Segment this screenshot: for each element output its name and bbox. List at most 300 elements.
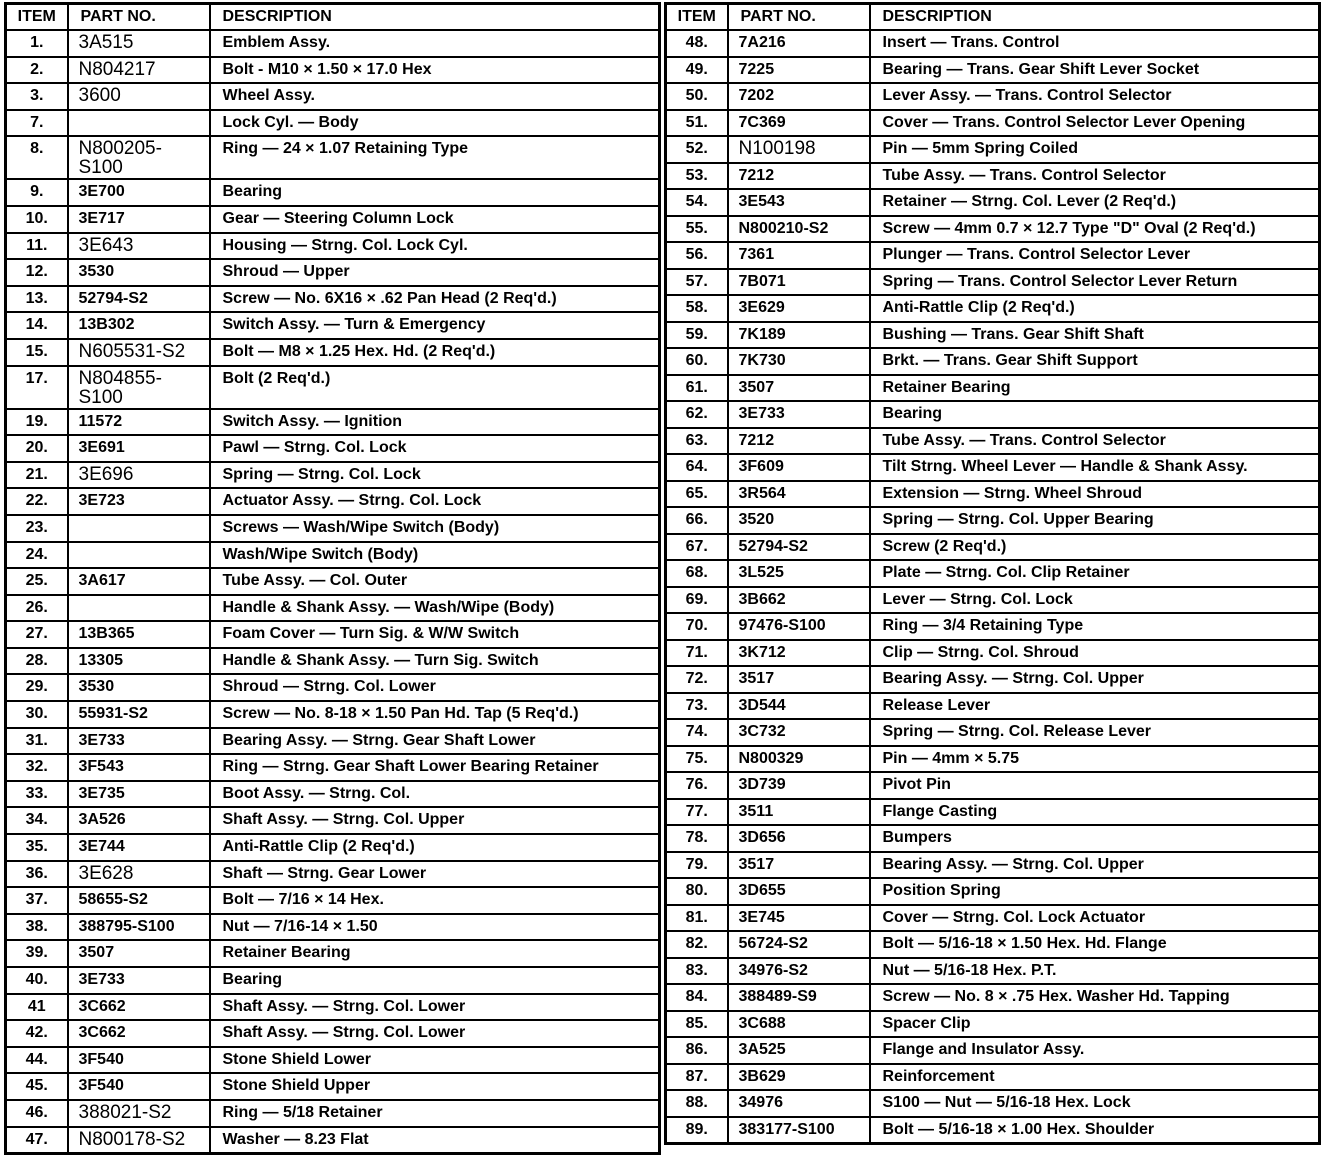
part-number: N100198	[728, 136, 870, 163]
table-row	[6, 206, 660, 233]
part-number: 3511	[728, 799, 870, 826]
header-row	[666, 4, 1320, 31]
table-row	[6, 781, 660, 808]
table-row	[666, 905, 1320, 932]
description: Release Lever	[870, 693, 1320, 720]
description: Flange Casting	[870, 799, 1320, 826]
description: Screw — 4mm 0.7 × 12.7 Type "D" Oval (2 Req'd.)	[870, 216, 1320, 243]
part-number: 3E745	[728, 905, 870, 932]
table-row	[666, 454, 1320, 481]
table-row	[666, 1011, 1320, 1038]
table-row	[6, 339, 660, 366]
table-row	[6, 542, 660, 569]
part-number: 3L525	[728, 560, 870, 587]
description: Tilt Strng. Wheel Lever — Handle & Shank Assy.	[870, 454, 1320, 481]
part-number: 34976	[728, 1090, 870, 1117]
table-row	[666, 375, 1320, 402]
header-row	[6, 4, 660, 31]
item-number: 68.	[666, 560, 728, 587]
part-number: 3F540	[68, 1047, 210, 1074]
item-number: 73.	[666, 693, 728, 720]
part-number: 3E700	[68, 179, 210, 206]
part-number: 3B662	[728, 587, 870, 614]
table-row	[666, 507, 1320, 534]
part-number: 13B365	[68, 621, 210, 648]
part-no-header: PART NO.	[728, 4, 870, 31]
description: Tube Assy. — Col. Outer	[210, 568, 660, 595]
item-number: 63.	[666, 428, 728, 455]
table-row	[666, 428, 1320, 455]
part-number: 13B302	[68, 312, 210, 339]
item-number: 82.	[666, 931, 728, 958]
part-number: N804217	[68, 57, 210, 84]
part-number: 3R564	[728, 481, 870, 508]
part-number: 3D655	[728, 878, 870, 905]
table-row	[666, 269, 1320, 296]
table-row	[6, 568, 660, 595]
item-number: 67.	[666, 534, 728, 561]
description: Spring — Strng. Col. Lock	[210, 462, 660, 489]
description: Extension — Strng. Wheel Shroud	[870, 481, 1320, 508]
table-row	[6, 728, 660, 755]
item-number: 87.	[666, 1064, 728, 1091]
description: Screw — No. 8-18 × 1.50 Pan Hd. Tap (5 Req'd.)	[210, 701, 660, 728]
description: Bearing — Trans. Gear Shift Lever Socket	[870, 57, 1320, 84]
description: Bearing	[210, 179, 660, 206]
table-row	[6, 366, 660, 409]
description: Stone Shield Upper	[210, 1073, 660, 1100]
part-number: 388021-S2	[68, 1100, 210, 1127]
table-row	[6, 701, 660, 728]
item-header: ITEM	[6, 4, 68, 31]
part-number: N800329	[728, 746, 870, 773]
table-row	[666, 772, 1320, 799]
table-row	[6, 1047, 660, 1074]
table-row	[666, 216, 1320, 243]
table-row	[6, 754, 660, 781]
part-number: 3600	[68, 83, 210, 110]
description: Wash/Wipe Switch (Body)	[210, 542, 660, 569]
item-number: 69.	[666, 587, 728, 614]
item-number: 8.	[6, 136, 68, 179]
table-row	[6, 887, 660, 914]
item-number: 86.	[666, 1037, 728, 1064]
table-row	[666, 1090, 1320, 1117]
description: Screws — Wash/Wipe Switch (Body)	[210, 515, 660, 542]
description: Bushing — Trans. Gear Shift Shaft	[870, 322, 1320, 349]
table-row	[6, 515, 660, 542]
table-row	[666, 878, 1320, 905]
table-row	[666, 481, 1320, 508]
table-row	[666, 693, 1320, 720]
part-number: 52794-S2	[728, 534, 870, 561]
item-number: 3.	[6, 83, 68, 110]
item-number: 52.	[666, 136, 728, 163]
table-row	[666, 163, 1320, 190]
table-row	[666, 984, 1320, 1011]
part-number: 3E691	[68, 435, 210, 462]
table-row	[666, 560, 1320, 587]
description: Plate — Strng. Col. Clip Retainer	[870, 560, 1320, 587]
item-number: 27.	[6, 621, 68, 648]
description: Retainer — Strng. Col. Lever (2 Req'd.)	[870, 189, 1320, 216]
item-number: 53.	[666, 163, 728, 190]
description: Pin — 5mm Spring Coiled	[870, 136, 1320, 163]
item-number: 35.	[6, 834, 68, 861]
part-number: N800210-S2	[728, 216, 870, 243]
part-number: N800178-S2	[68, 1127, 210, 1154]
part-number: 3E628	[68, 861, 210, 888]
item-number: 45.	[6, 1073, 68, 1100]
part-number: 7202	[728, 83, 870, 110]
item-number: 50.	[666, 83, 728, 110]
table-row	[666, 799, 1320, 826]
table-row	[666, 746, 1320, 773]
table-row	[666, 1064, 1320, 1091]
item-number: 54.	[666, 189, 728, 216]
description: Bearing	[210, 967, 660, 994]
description: Screw (2 Req'd.)	[870, 534, 1320, 561]
table-row	[666, 640, 1320, 667]
item-number: 48.	[666, 30, 728, 57]
table-row	[6, 674, 660, 701]
description: Bearing Assy. — Strng. Gear Shaft Lower	[210, 728, 660, 755]
description: Bolt — 7/16 × 14 Hex.	[210, 887, 660, 914]
table-row	[6, 1127, 660, 1154]
description: Switch Assy. — Ignition	[210, 409, 660, 436]
description: Handle & Shank Assy. — Turn Sig. Switch	[210, 648, 660, 675]
part-number: 3F543	[68, 754, 210, 781]
item-number: 31.	[6, 728, 68, 755]
part-number: 388489-S9	[728, 984, 870, 1011]
table-row	[666, 534, 1320, 561]
item-number: 14.	[6, 312, 68, 339]
table-row	[6, 233, 660, 260]
table-row	[6, 1100, 660, 1127]
table-row	[666, 189, 1320, 216]
table-row	[6, 1073, 660, 1100]
description: Bearing	[870, 401, 1320, 428]
item-number: 38.	[6, 914, 68, 941]
item-number: 47.	[6, 1127, 68, 1154]
item-number: 81.	[666, 905, 728, 932]
item-number: 80.	[666, 878, 728, 905]
table-row	[6, 1020, 660, 1047]
part-number: 97476-S100	[728, 613, 870, 640]
part-number: 7C369	[728, 110, 870, 137]
part-number	[68, 515, 210, 542]
item-number: 77.	[666, 799, 728, 826]
table-row	[666, 57, 1320, 84]
description: Shaft — Strng. Gear Lower	[210, 861, 660, 888]
description: Nut — 5/16-18 Hex. P.T.	[870, 958, 1320, 985]
description: Ring — 24 × 1.07 Retaining Type	[210, 136, 660, 179]
description: Spring — Trans. Control Selector Lever Return	[870, 269, 1320, 296]
part-number: 3507	[68, 940, 210, 967]
part-number: 7212	[728, 428, 870, 455]
description: Clip — Strng. Col. Shroud	[870, 640, 1320, 667]
description: Tube Assy. — Trans. Control Selector	[870, 163, 1320, 190]
table-row	[666, 825, 1320, 852]
item-number: 51.	[666, 110, 728, 137]
table-row	[6, 994, 660, 1021]
part-number: 3A515	[68, 30, 210, 57]
part-number: 3E733	[68, 728, 210, 755]
description: Pivot Pin	[870, 772, 1320, 799]
description: Pawl — Strng. Col. Lock	[210, 435, 660, 462]
item-number: 15.	[6, 339, 68, 366]
table-row	[6, 409, 660, 436]
item-number: 44.	[6, 1047, 68, 1074]
description-header: DESCRIPTION	[210, 4, 660, 31]
description: Plunger — Trans. Control Selector Lever	[870, 242, 1320, 269]
part-number: 3D656	[728, 825, 870, 852]
description: Screw — No. 6X16 × .62 Pan Head (2 Req'd.)	[210, 286, 660, 313]
parts-body-right	[666, 30, 1320, 1143]
part-number: 3A525	[728, 1037, 870, 1064]
item-number: 20.	[6, 435, 68, 462]
description: Bolt (2 Req'd.)	[210, 366, 660, 409]
part-number: 3E733	[728, 401, 870, 428]
part-number: 3E643	[68, 233, 210, 260]
item-number: 23.	[6, 515, 68, 542]
part-number: 3E717	[68, 206, 210, 233]
table-row	[6, 110, 660, 137]
description: Shaft Assy. — Strng. Col. Lower	[210, 994, 660, 1021]
description: Flange and Insulator Assy.	[870, 1037, 1320, 1064]
item-number: 32.	[6, 754, 68, 781]
table-row	[666, 852, 1320, 879]
item-number: 25.	[6, 568, 68, 595]
item-number: 65.	[666, 481, 728, 508]
item-number: 11.	[6, 233, 68, 260]
table-row	[6, 462, 660, 489]
item-number: 83.	[666, 958, 728, 985]
part-no-header: PART NO.	[68, 4, 210, 31]
parts-body-left	[6, 30, 660, 1153]
item-number: 2.	[6, 57, 68, 84]
description: Shroud — Strng. Col. Lower	[210, 674, 660, 701]
item-number: 37.	[6, 887, 68, 914]
part-number: 3517	[728, 852, 870, 879]
item-number: 42.	[6, 1020, 68, 1047]
table-row	[6, 312, 660, 339]
table-row	[666, 1117, 1320, 1144]
description: Anti-Rattle Clip (2 Req'd.)	[870, 295, 1320, 322]
item-number: 33.	[6, 781, 68, 808]
part-number: 7K730	[728, 348, 870, 375]
part-number: 58655-S2	[68, 887, 210, 914]
item-number: 89.	[666, 1117, 728, 1144]
part-number: 3B629	[728, 1064, 870, 1091]
part-number: N800205- S100	[68, 136, 210, 179]
description: Bolt — 5/16-18 × 1.00 Hex. Shoulder	[870, 1117, 1320, 1144]
description: Retainer Bearing	[210, 940, 660, 967]
description: Wheel Assy.	[210, 83, 660, 110]
table-row	[666, 83, 1320, 110]
description: S100 — Nut — 5/16-18 Hex. Lock	[870, 1090, 1320, 1117]
item-number: 79.	[666, 852, 728, 879]
table-row	[666, 931, 1320, 958]
item-number: 24.	[6, 542, 68, 569]
table-row	[6, 57, 660, 84]
item-number: 21.	[6, 462, 68, 489]
part-number	[68, 110, 210, 137]
table-row	[666, 666, 1320, 693]
table-row	[666, 242, 1320, 269]
part-number: N605531-S2	[68, 339, 210, 366]
description: Spring — Strng. Col. Upper Bearing	[870, 507, 1320, 534]
table-row	[666, 401, 1320, 428]
description: Lock Cyl. — Body	[210, 110, 660, 137]
table-row	[6, 940, 660, 967]
part-number: 7A216	[728, 30, 870, 57]
description: Brkt. — Trans. Gear Shift Support	[870, 348, 1320, 375]
part-number: 3E733	[68, 967, 210, 994]
part-number: 34976-S2	[728, 958, 870, 985]
part-number: 3D739	[728, 772, 870, 799]
item-number: 88.	[666, 1090, 728, 1117]
item-number: 64.	[666, 454, 728, 481]
part-number: 55931-S2	[68, 701, 210, 728]
item-number: 29.	[6, 674, 68, 701]
description: Retainer Bearing	[870, 375, 1320, 402]
table-row	[6, 435, 660, 462]
description: Screw — No. 8 × .75 Hex. Washer Hd. Tapping	[870, 984, 1320, 1011]
description: Nut — 7/16-14 × 1.50	[210, 914, 660, 941]
item-number: 76.	[666, 772, 728, 799]
description: Position Spring	[870, 878, 1320, 905]
table-row	[666, 958, 1320, 985]
item-number: 19.	[6, 409, 68, 436]
description: Bolt - M10 × 1.50 × 17.0 Hex	[210, 57, 660, 84]
description: Shaft Assy. — Strng. Col. Upper	[210, 807, 660, 834]
part-number: 3C662	[68, 1020, 210, 1047]
table-row	[666, 110, 1320, 137]
table-row	[6, 286, 660, 313]
part-number: 3A526	[68, 807, 210, 834]
description: Shroud — Upper	[210, 259, 660, 286]
part-number: N804855- S100	[68, 366, 210, 409]
item-number: 36.	[6, 861, 68, 888]
item-number: 61.	[666, 375, 728, 402]
part-number	[68, 542, 210, 569]
part-number: 7225	[728, 57, 870, 84]
description: Bearing Assy. — Strng. Col. Upper	[870, 666, 1320, 693]
table-row	[6, 807, 660, 834]
table-row	[6, 136, 660, 179]
table-row	[6, 967, 660, 994]
item-number: 57.	[666, 269, 728, 296]
description: Lever — Strng. Col. Lock	[870, 587, 1320, 614]
item-number: 17.	[6, 366, 68, 409]
parts-table-left	[4, 2, 661, 1155]
item-number: 30.	[6, 701, 68, 728]
description: Anti-Rattle Clip (2 Req'd.)	[210, 834, 660, 861]
table-row	[6, 621, 660, 648]
table-row	[6, 914, 660, 941]
item-number: 62.	[666, 401, 728, 428]
description: Shaft Assy. — Strng. Col. Lower	[210, 1020, 660, 1047]
part-number: 7K189	[728, 322, 870, 349]
description: Cover — Trans. Control Selector Lever Opening	[870, 110, 1320, 137]
description: Tube Assy. — Trans. Control Selector	[870, 428, 1320, 455]
part-number: 52794-S2	[68, 286, 210, 313]
description: Switch Assy. — Turn & Emergency	[210, 312, 660, 339]
description: Ring — Strng. Gear Shaft Lower Bearing Retainer	[210, 754, 660, 781]
part-number: 3E735	[68, 781, 210, 808]
table-row	[6, 30, 660, 57]
description: Spacer Clip	[870, 1011, 1320, 1038]
table-row	[666, 295, 1320, 322]
table-row	[666, 587, 1320, 614]
description: Insert — Trans. Control	[870, 30, 1320, 57]
part-number: 7212	[728, 163, 870, 190]
part-number: 3C732	[728, 719, 870, 746]
table-row	[6, 259, 660, 286]
item-number: 59.	[666, 322, 728, 349]
table-row	[666, 322, 1320, 349]
table-row	[6, 488, 660, 515]
table-row	[6, 861, 660, 888]
item-number: 7.	[6, 110, 68, 137]
part-number: 3E723	[68, 488, 210, 515]
item-number: 39.	[6, 940, 68, 967]
item-number: 70.	[666, 613, 728, 640]
part-number: 7B071	[728, 269, 870, 296]
description: Reinforcement	[870, 1064, 1320, 1091]
table-row	[666, 30, 1320, 57]
table-row	[666, 613, 1320, 640]
table-row	[6, 648, 660, 675]
item-number: 66.	[666, 507, 728, 534]
description: Handle & Shank Assy. — Wash/Wipe (Body)	[210, 595, 660, 622]
item-number: 12.	[6, 259, 68, 286]
item-number: 41	[6, 994, 68, 1021]
item-number: 84.	[666, 984, 728, 1011]
part-number: 3F609	[728, 454, 870, 481]
part-number: 3C688	[728, 1011, 870, 1038]
item-number: 74.	[666, 719, 728, 746]
description: Housing — Strng. Col. Lock Cyl.	[210, 233, 660, 260]
table-row	[6, 83, 660, 110]
description: Pin — 4mm × 5.75	[870, 746, 1320, 773]
item-number: 78.	[666, 825, 728, 852]
item-number: 58.	[666, 295, 728, 322]
item-number: 85.	[666, 1011, 728, 1038]
item-number: 1.	[6, 30, 68, 57]
table-row	[666, 719, 1320, 746]
description: Gear — Steering Column Lock	[210, 206, 660, 233]
description: Bumpers	[870, 825, 1320, 852]
table-row	[666, 1037, 1320, 1064]
part-number: 7361	[728, 242, 870, 269]
item-number: 71.	[666, 640, 728, 667]
item-number: 56.	[666, 242, 728, 269]
description: Emblem Assy.	[210, 30, 660, 57]
part-number: 11572	[68, 409, 210, 436]
part-number: 3A617	[68, 568, 210, 595]
table-row	[6, 834, 660, 861]
description: Boot Assy. — Strng. Col.	[210, 781, 660, 808]
item-number: 34.	[6, 807, 68, 834]
description: Bearing Assy. — Strng. Col. Upper	[870, 852, 1320, 879]
description: Cover — Strng. Col. Lock Actuator	[870, 905, 1320, 932]
description: Lever Assy. — Trans. Control Selector	[870, 83, 1320, 110]
part-number: 3K712	[728, 640, 870, 667]
description: Stone Shield Lower	[210, 1047, 660, 1074]
description: Spring — Strng. Col. Release Lever	[870, 719, 1320, 746]
